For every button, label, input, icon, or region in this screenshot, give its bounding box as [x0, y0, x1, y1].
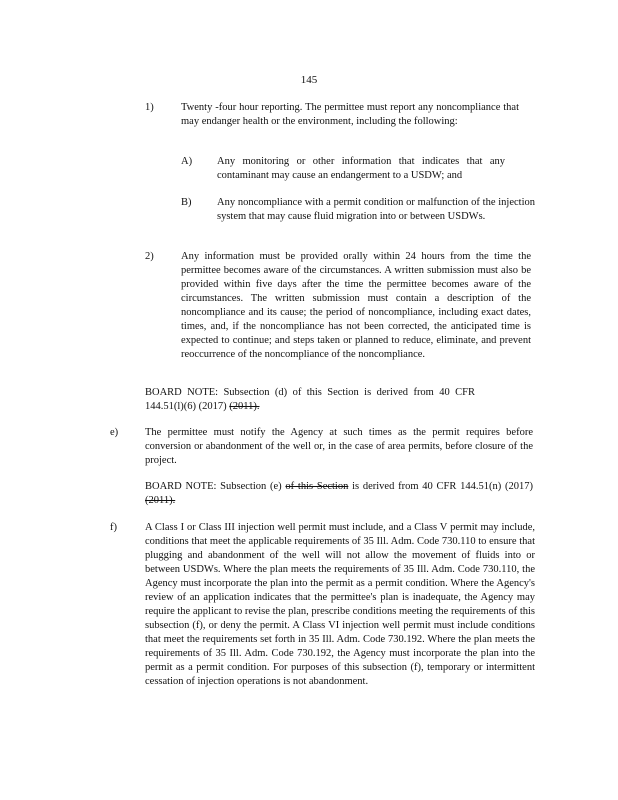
board-note-d-text: BOARD NOTE: Subsection (d) of this Section is derived from 40 CFR 144.51(l)(6) [145, 387, 475, 412]
sub-b-label: B) [181, 197, 192, 208]
board-note-d-year: (2017) [198, 401, 227, 412]
item-e-text: The permittee must notify the Agency at such times as the permit requires before conversion or abandonment of the well or, in the case of area permits, before closure of the project. [145, 427, 533, 466]
sub-a-text: Any monitoring or other information that indicates that any contaminant may cause an endangerment to a USDW; and [217, 156, 505, 181]
item-f-text: A Class I or Class III injection well permit must include, and a Class V permit may include, conditions that meet the applicable requirements of 35 Ill. Adm. Code 730.110 to ensure that plugging and abandonment of the well will not allow the movement of fluids into or between USDWs. Where the plan meets the requirements of 35 Ill. Adm. Code 730.110, the Agency must incorporate the plan into the permit as a permit condition. Where the Agency's review of an application indicates that the permittee's plan is inadequate, the Agency may require the applicant to revise the plan, prescribe conditions meeting the requirements of this subsection (f), or deny the permit. A Class VI injection well permit must include conditions that meet the requirements set forth in 35 Ill. Adm. Code 730.192. Where the plan meets the requirements of 35 Ill. Adm. Code 730.192, the Agency must incorporate the plan into the permit as a permit condition. For purposes of this subsection (f), temporary or intermittent cessation of injection operations is not abandonment. [145, 522, 535, 687]
board-note-e-middle: is derived from 40 CFR 144.51(n) (2017) [348, 481, 533, 492]
item-1-text: Twenty -four hour reporting. The permittee must report any noncompliance that may endanger health or the environment, including the following: [181, 102, 519, 127]
page-number: 145 [300, 74, 318, 86]
sub-a-label: A) [181, 156, 193, 167]
board-note-e [145, 480, 533, 508]
item-1-label: 1) [145, 102, 154, 113]
board-note-d [145, 386, 475, 414]
item-f-label: f) [110, 522, 117, 533]
board-note-e-struck-2: (2011). [145, 495, 176, 506]
board-note-e-prefix: BOARD NOTE: Subsection (e) [145, 481, 286, 492]
item-2-label: 2) [145, 251, 154, 262]
board-note-e-struck-1: of this Section [285, 481, 349, 492]
item-2-text: Any information must be provided orally within 24 hours from the time the permittee becomes aware of the circumstances. A written submission must also be provided within five days after the time the permittee becomes aware of the circumstances. The written submission must contain a description of the noncompliance and its cause; the period of noncompliance, including exact dates, times, and, if the noncompliance has not been corrected, the anticipated time is expected to continue; and steps taken or planned to reduce, eliminate, and prevent reoccurrence of the noncompliance of the noncompliance. [181, 251, 531, 360]
board-note-d-struck: (2011). [229, 401, 260, 412]
sub-b-text: Any noncompliance with a permit condition or malfunction of the injection system that may cause fluid migration into or between USDWs. [217, 197, 535, 222]
item-e-label: e) [110, 427, 119, 438]
